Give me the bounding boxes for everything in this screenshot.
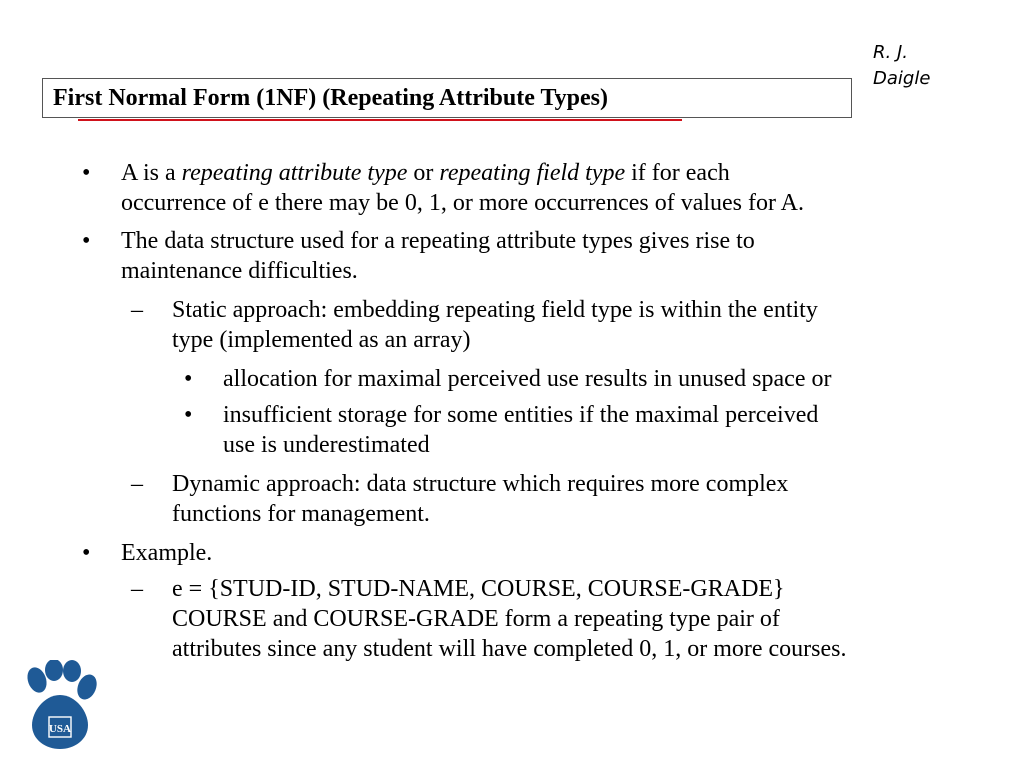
subbullet-text [172, 574, 846, 664]
subsubbullet-line-1: insufficient storage for some entities if the maximal perceived [223, 402, 819, 428]
subsubbullet-text [223, 364, 831, 394]
subbullet-line-1: Dynamic approach: data structure which requires more complex [172, 471, 789, 497]
bullet-line-1: The data structure used for a repeating attribute types gives rise to [121, 228, 755, 254]
title-box [42, 78, 852, 118]
bullet-line-1 [121, 158, 804, 188]
bullet-text [121, 226, 755, 286]
bullet-text [121, 538, 212, 568]
subsubbullet-line-1: allocation for maximal perceived use results in unused space or [223, 366, 832, 392]
subbullet-text [172, 295, 818, 355]
bullet-marker: • [82, 228, 91, 254]
subsubbullet-line-2: use is underestimated [223, 432, 430, 458]
bullet-line-2: maintenance difficulties. [121, 258, 358, 284]
dash-marker: – [131, 471, 143, 497]
subsubbullet-text [223, 400, 818, 460]
bullet-seg: or [407, 160, 440, 186]
bullet-seg: if for each [625, 160, 730, 186]
subbullet-line-1: e = {STUD-ID, STUD-NAME, COURSE, COURSE-GRADE} [172, 576, 785, 602]
dash-marker: – [131, 297, 143, 323]
bullet-text [121, 158, 804, 218]
bullet-marker: • [184, 402, 193, 428]
slide-title: First Normal Form (1NF) (Repeating Attribute Types) [53, 85, 608, 111]
subbullet-line-3: attributes since any student will have completed 0, 1, or more courses. [172, 636, 847, 662]
author-line-2: Daigle [873, 68, 931, 89]
bullet-line-1: Example. [121, 540, 213, 566]
title-underline [78, 119, 682, 121]
author-label [873, 40, 930, 92]
bullet-marker: • [184, 366, 193, 392]
paw-shapes [24, 660, 98, 749]
bullet-term-repeating-field-type: repeating field type [439, 160, 626, 186]
bullet-marker: • [82, 540, 91, 566]
subbullet-text [172, 469, 788, 529]
bullet-line-2: occurrence of e there may be 0, 1, or more occurrences of values for A. [121, 190, 805, 216]
dash-marker: – [131, 576, 143, 602]
subbullet-line-2: functions for management. [172, 501, 430, 527]
subbullet-line-2: COURSE and COURSE-GRADE form a repeating type pair of [172, 606, 780, 632]
author-line-1: R. J. [873, 42, 908, 63]
bullet-seg: A is a [121, 160, 182, 186]
paw-print-logo [22, 660, 98, 752]
bullet-term-repeating-attribute-type: repeating attribute type [181, 160, 408, 186]
subbullet-line-1: Static approach: embedding repeating field type is within the entity [172, 297, 818, 323]
logo-letters: USA [48, 723, 72, 735]
subbullet-line-2: type (implemented as an array) [172, 327, 471, 353]
bullet-marker: • [82, 160, 91, 186]
